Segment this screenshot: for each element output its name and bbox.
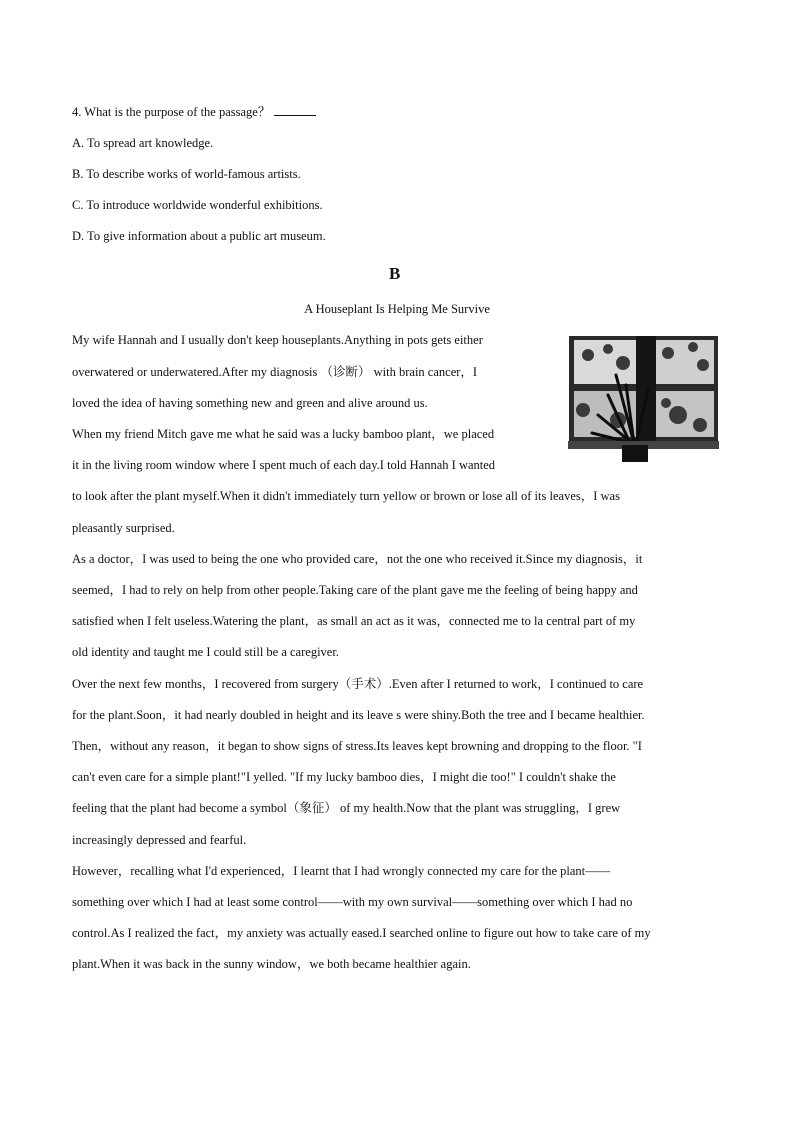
option-a: A. To spread art knowledge. bbox=[72, 136, 214, 150]
passage-line: something over which I had at least some control——with my own survival——something over which I had no bbox=[72, 895, 633, 909]
passage-line: As a doctor，I was used to being the one who provided care，not the one who received it.Since my diagnosis，it bbox=[72, 552, 643, 566]
passage-title: A Houseplant Is Helping Me Survive bbox=[304, 302, 490, 316]
passage-line: control.As I realized the fact，my anxiety was actually eased.I searched online to figure out how to take care of my bbox=[72, 926, 651, 940]
passage-line: When my friend Mitch gave me what he said was a lucky bamboo plant，we placed bbox=[72, 427, 495, 441]
passage-line: feeling that the plant had become a symbol（象征） of my health.Now that the plant was struggling，I grew bbox=[72, 801, 621, 815]
option-d: D. To give information about a public art museum. bbox=[72, 229, 326, 243]
window-plant-photo bbox=[568, 335, 719, 464]
passage-line: loved the idea of having something new and green and alive around us. bbox=[72, 396, 428, 410]
answer-blank[interactable] bbox=[274, 104, 316, 116]
passage-line: for the plant.Soon，it had nearly doubled in height and its leave s were shiny.Both the tree and I became healthier. bbox=[72, 708, 645, 722]
passage-line: overwatered or underwatered.After my diagnosis （诊断） with brain cancer，I bbox=[72, 365, 478, 379]
passage-line: seemed，I had to rely on help from other people.Taking care of the plant gave me the feeling of being happy and bbox=[72, 583, 638, 597]
passage-line: Then，without any reason，it began to show signs of stress.Its leaves kept browning and dropping to the floor. "I bbox=[72, 739, 642, 753]
passage-line: My wife Hannah and I usually don't keep houseplants.Anything in pots gets either bbox=[72, 333, 483, 347]
passage-line: However，recalling what I'd experienced，I learnt that I had wrongly connected my care for the plant—— bbox=[72, 864, 611, 878]
option-c: C. To introduce worldwide wonderful exhibitions. bbox=[72, 198, 323, 212]
question-stem-row bbox=[72, 104, 316, 120]
section-letter: B bbox=[389, 264, 401, 283]
passage-line: pleasantly surprised. bbox=[72, 521, 175, 535]
option-b: B. To describe works of world-famous artists. bbox=[72, 167, 301, 181]
passage-line: plant.When it was back in the sunny window，we both became healthier again. bbox=[72, 957, 471, 971]
passage-line: satisfied when I felt useless.Watering the plant，as small an act as it was，connected me to la central part of my bbox=[72, 614, 636, 628]
passage-line: increasingly depressed and fearful. bbox=[72, 833, 247, 847]
passage-line: Over the next few months，I recovered from surgery（手术）.Even after I returned to work，I continued to care bbox=[72, 677, 644, 691]
question-stem: 4. What is the purpose of the passage？ bbox=[72, 105, 271, 119]
passage-line: old identity and taught me I could still be a caregiver. bbox=[72, 645, 339, 659]
passage-line: it in the living room window where I spent much of each day.I told Hannah I wanted bbox=[72, 458, 496, 472]
passage-line: to look after the plant myself.When it didn't immediately turn yellow or brown or lose all of its leaves，I was bbox=[72, 489, 620, 503]
passage-line: can't even care for a simple plant!"I yelled. "If my lucky bamboo dies，I might die too!" I couldn't shake the bbox=[72, 770, 616, 784]
